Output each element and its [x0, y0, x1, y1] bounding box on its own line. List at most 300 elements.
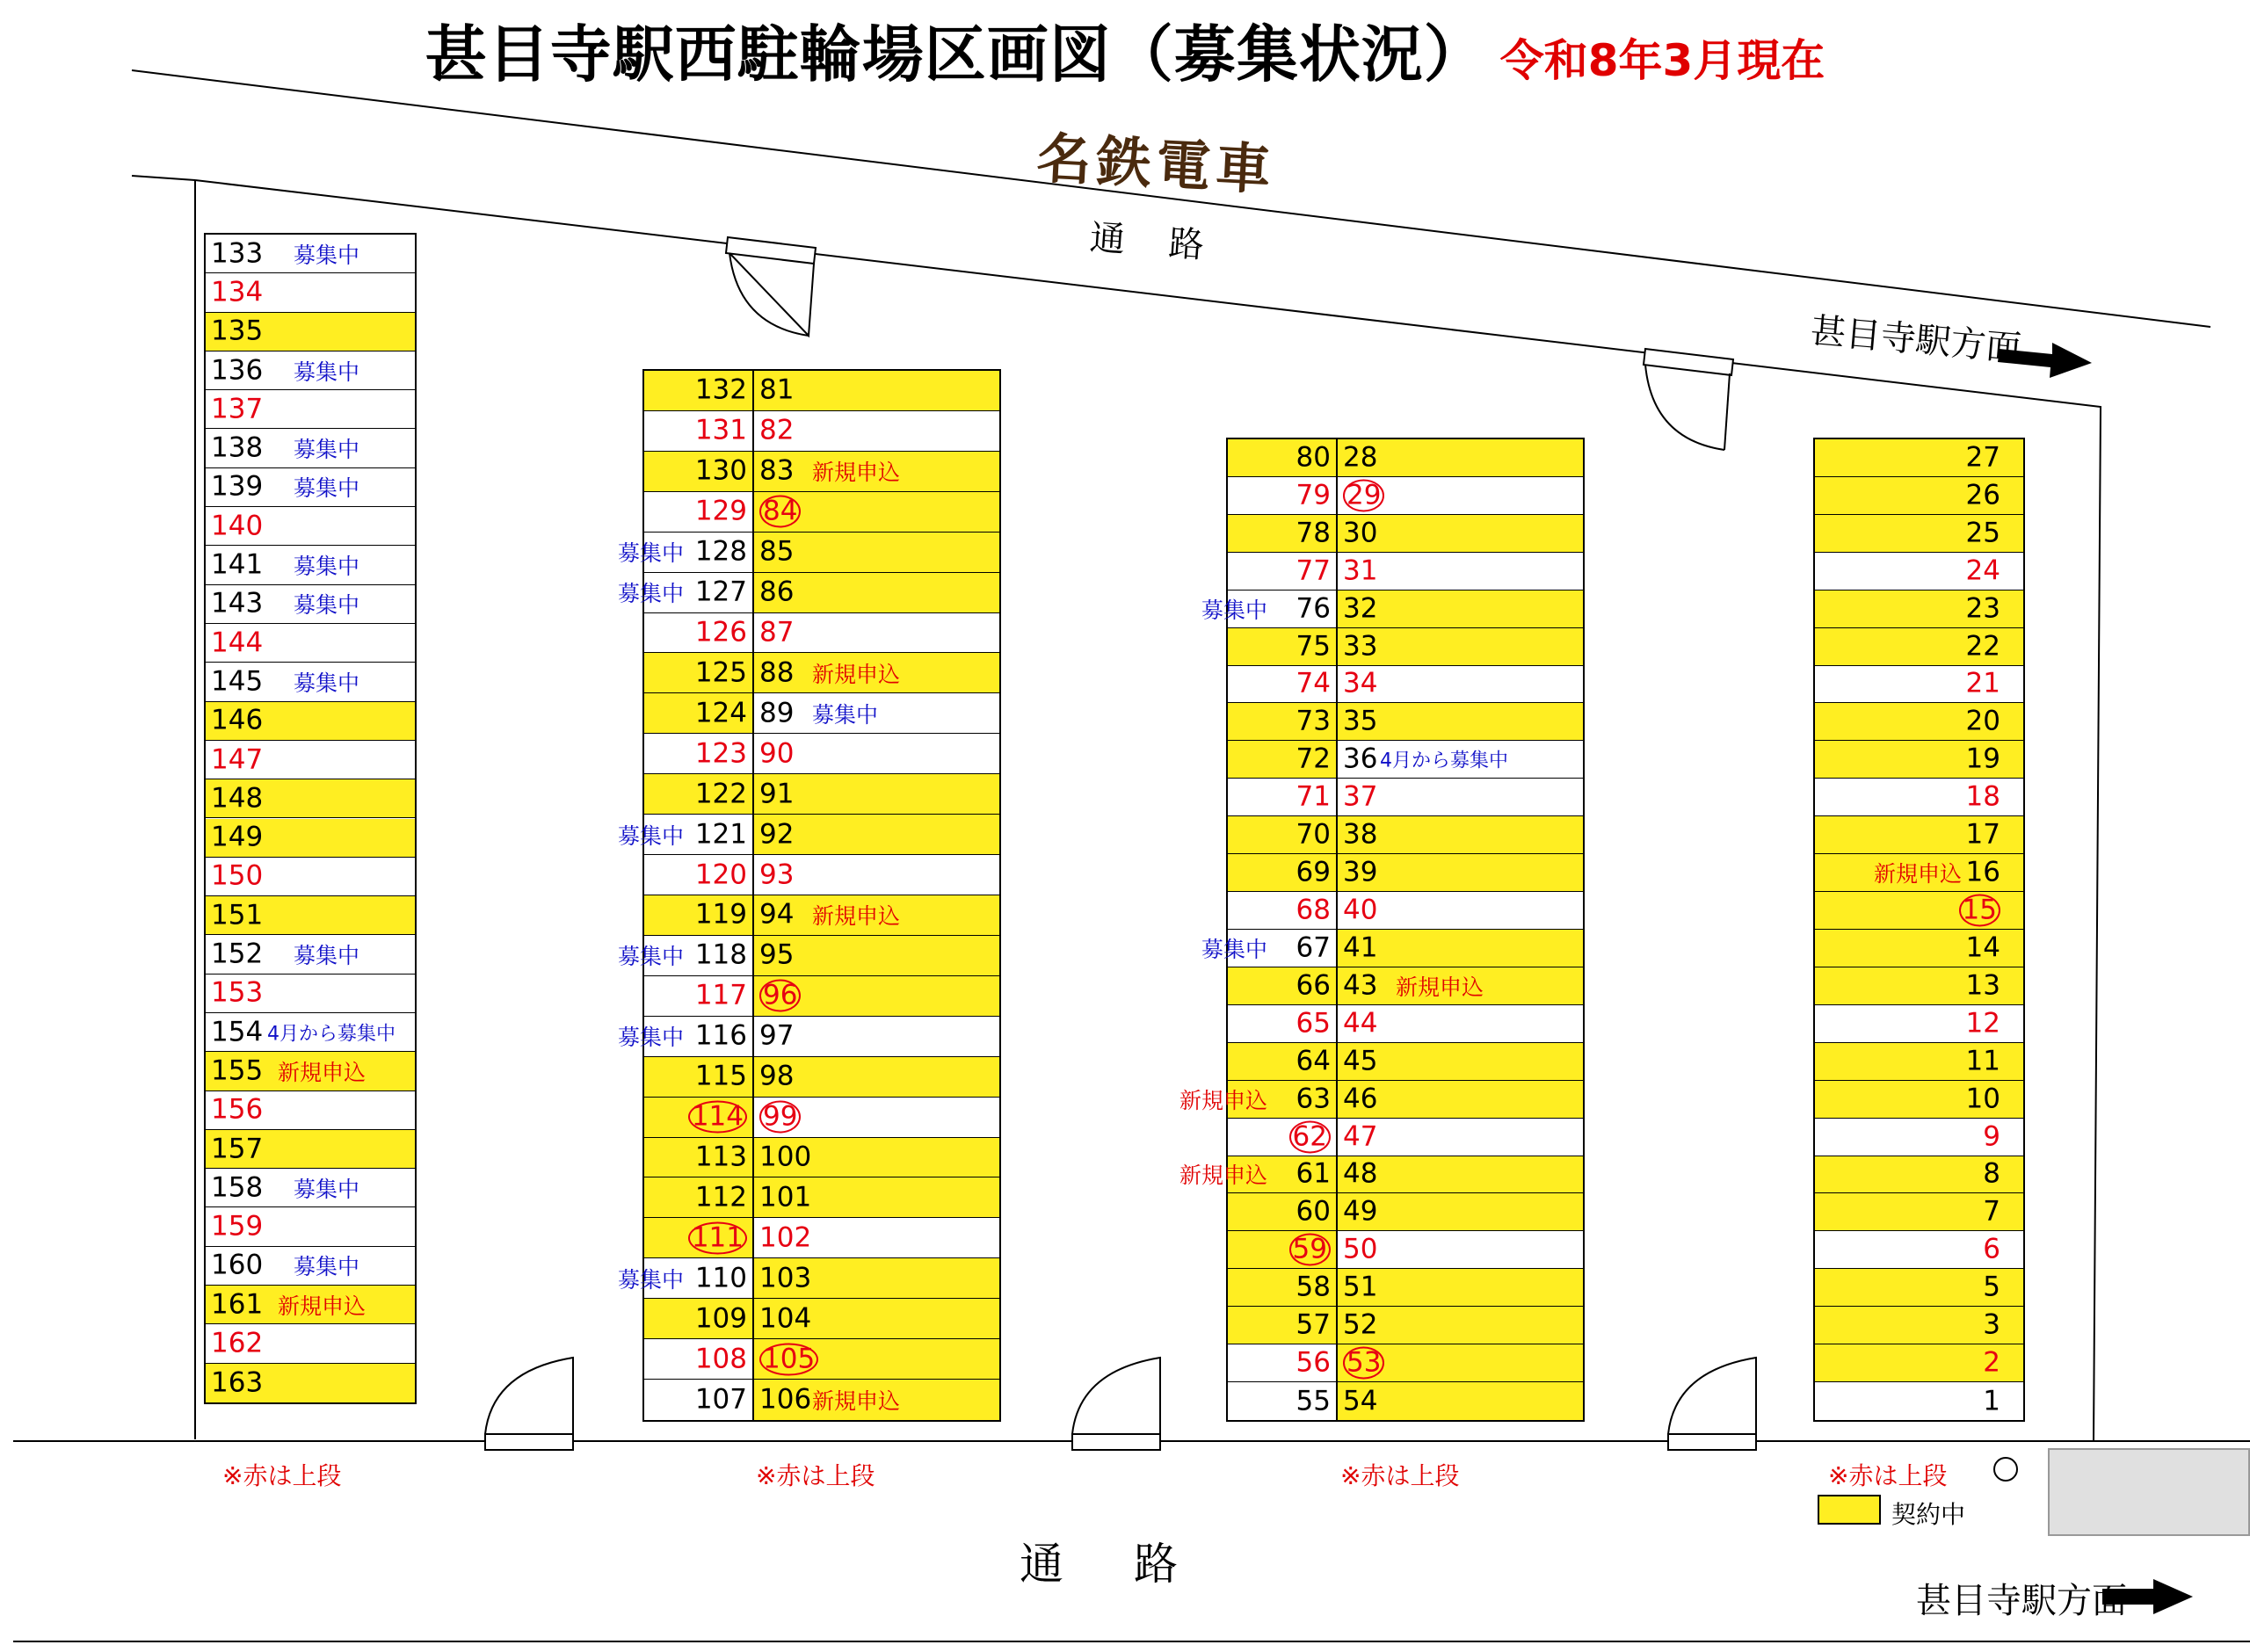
space-number: 95 [759, 938, 795, 971]
parking-space [1228, 553, 1336, 590]
space-number: 157 [211, 1133, 264, 1165]
space-number: 72 [1296, 743, 1331, 775]
parking-space [617, 815, 752, 854]
space-number: 105 [759, 1343, 818, 1375]
parking-row [617, 1017, 999, 1057]
parking-space [1228, 1231, 1336, 1268]
recruiting-note: 募集中 [294, 475, 360, 502]
recruiting-note: 募集中 [617, 540, 684, 567]
space-number: 82 [759, 414, 795, 446]
space-number: 96 [759, 980, 801, 1012]
parking-space [752, 1138, 999, 1177]
parking-space [644, 613, 752, 653]
new-application-note: 新規申込 [812, 661, 901, 687]
parking-space [1228, 515, 1336, 552]
parking-row [644, 1098, 999, 1138]
legend-contract-label: 契約中 [1891, 1500, 1966, 1529]
parking-space [1336, 1156, 1583, 1193]
column-divider [752, 371, 754, 1420]
space-number: 39 [1343, 856, 1378, 888]
space-number: 26 [1965, 479, 2000, 511]
space-number: 75 [1296, 630, 1331, 663]
parking-space [1201, 591, 1336, 627]
parking-space [1336, 1307, 1583, 1344]
space-number: 56 [1296, 1346, 1331, 1379]
recruiting-note: 募集中 [617, 944, 684, 970]
parking-space [206, 1169, 415, 1207]
parking-space [752, 492, 999, 532]
parking-space [206, 468, 415, 507]
parking-row [644, 693, 999, 734]
space-number: 38 [1343, 818, 1378, 851]
parking-space [1201, 930, 1336, 967]
parking-space [206, 1208, 415, 1247]
space-number: 80 [1296, 441, 1331, 474]
space-number: 161 [211, 1288, 264, 1321]
parking-space [1336, 1119, 1583, 1156]
space-number: 74 [1296, 667, 1331, 699]
parking-space [206, 819, 415, 858]
space-number: 40 [1343, 894, 1378, 926]
parking-space [1815, 1081, 2023, 1119]
page-title: 甚目寺駅西駐輪場区画図（募集状況） 令和8年3月現在 [425, 18, 1825, 91]
space-number: 3 [1983, 1308, 2000, 1341]
recruiting-note: 募集中 [294, 359, 360, 385]
parking-space [752, 1380, 999, 1420]
parking-row [1201, 930, 1583, 967]
parking-space [206, 1286, 415, 1324]
parking-space [752, 895, 999, 935]
space-number: 148 [211, 782, 264, 815]
parking-space [752, 1299, 999, 1338]
space-number: 60 [1296, 1195, 1331, 1228]
parking-space [206, 1052, 415, 1090]
parking-space [1336, 779, 1583, 815]
parking-space [644, 1380, 752, 1420]
parking-space [1815, 1269, 2023, 1307]
space-number: 17 [1965, 818, 2000, 851]
space-number: 13 [1965, 969, 2000, 1002]
parking-space [1228, 1382, 1336, 1420]
door-top-left [726, 237, 816, 336]
space-number: 77 [1296, 554, 1331, 587]
space-number: 122 [694, 778, 747, 810]
space-number: 18 [1965, 780, 2000, 813]
space-number: 76 [1296, 592, 1331, 625]
parking-space [617, 533, 752, 572]
road-bottom-label: 通路 [1020, 1539, 1248, 1590]
parking-space [644, 855, 752, 895]
parking-space [752, 1098, 999, 1137]
parking-space [1336, 666, 1583, 703]
space-number: 144 [211, 627, 264, 659]
parking-space [1815, 1156, 2023, 1194]
space-number: 143 [211, 587, 264, 620]
parking-space [1336, 1193, 1583, 1230]
parking-row [644, 895, 999, 936]
parking-row [644, 613, 999, 654]
parking-space [1228, 854, 1336, 891]
space-number: 97 [759, 1019, 795, 1052]
parking-space [752, 613, 999, 653]
space-number: 110 [694, 1262, 747, 1294]
parking-space [1815, 1307, 2023, 1344]
space-number: 9 [1983, 1120, 2000, 1153]
parking-space [752, 936, 999, 975]
legend-yellow-swatch [1818, 1495, 1881, 1525]
parking-row [1228, 1043, 1583, 1081]
parking-space [752, 1339, 999, 1379]
space-number: 131 [694, 414, 747, 446]
parking-space [206, 702, 415, 741]
space-number: 114 [688, 1101, 747, 1134]
space-number: 64 [1296, 1045, 1331, 1077]
parking-space [206, 390, 415, 429]
space-number: 68 [1296, 894, 1331, 926]
space-number: 34 [1343, 667, 1378, 699]
space-number: 59 [1289, 1234, 1331, 1266]
space-number: 152 [211, 938, 264, 970]
parking-space [644, 1057, 752, 1097]
parking-space [1336, 439, 1583, 476]
recruiting-note: 募集中 [294, 554, 360, 580]
company-label: 名鉄電車 [1034, 126, 1278, 203]
space-number: 79 [1296, 479, 1331, 511]
space-number: 37 [1343, 780, 1378, 813]
space-number: 61 [1296, 1157, 1331, 1190]
parking-row [644, 976, 999, 1017]
space-number: 5 [1983, 1271, 2000, 1303]
parking-space [206, 1013, 415, 1052]
upper-note-2: ※赤は上段 [756, 1461, 875, 1490]
new-application-note: 新規申込 [278, 1293, 367, 1319]
parking-space [644, 693, 752, 733]
space-number: 19 [1965, 743, 2000, 775]
parking-space [1336, 703, 1583, 740]
parking-space [644, 371, 752, 410]
space-number: 1 [1983, 1385, 2000, 1417]
parking-space [1228, 1119, 1336, 1156]
space-number: 93 [759, 859, 795, 891]
parking-space [1815, 1119, 2023, 1156]
parking-space [206, 1247, 415, 1286]
parking-block-4 [1813, 438, 2025, 1422]
parking-row [644, 1218, 999, 1258]
space-number: 123 [694, 737, 747, 770]
date-label: 令和8年3月現在 [1499, 35, 1825, 86]
space-number: 54 [1343, 1385, 1378, 1417]
parking-space [1336, 1344, 1583, 1381]
space-number: 162 [211, 1327, 264, 1359]
parking-row [644, 855, 999, 895]
parking-space [644, 1098, 752, 1137]
space-number: 94 [759, 898, 795, 931]
parking-row [1228, 1231, 1583, 1269]
space-number: 8 [1983, 1157, 2000, 1190]
parking-row [1228, 741, 1583, 779]
parking-space [1815, 779, 2023, 816]
parking-row [644, 1177, 999, 1218]
recruiting-note: 募集中 [617, 1025, 684, 1051]
parking-space [1228, 816, 1336, 853]
parking-space [1228, 628, 1336, 665]
space-number: 85 [759, 535, 795, 568]
space-number: 133 [211, 237, 264, 270]
space-number: 78 [1296, 517, 1331, 549]
space-number: 128 [694, 535, 747, 568]
parking-space [206, 585, 415, 624]
space-number: 11 [1965, 1045, 2000, 1077]
parking-space [1815, 553, 2023, 591]
recruiting-note: 4月から募集中 [1380, 750, 1508, 772]
parking-space [644, 1177, 752, 1217]
space-number: 51 [1343, 1271, 1378, 1303]
space-number: 120 [694, 859, 747, 891]
parking-space [752, 1017, 999, 1056]
space-number: 23 [1965, 592, 2000, 625]
parking-space [206, 935, 415, 974]
parking-space [752, 533, 999, 572]
space-number: 140 [211, 510, 264, 542]
space-number: 43 [1343, 969, 1378, 1002]
parking-space [1815, 1344, 2023, 1382]
parking-row [644, 492, 999, 533]
space-number: 66 [1296, 969, 1331, 1002]
parking-row [617, 815, 999, 855]
parking-space [1815, 591, 2023, 628]
parking-row [1228, 477, 1583, 515]
parking-space [1336, 1382, 1583, 1420]
space-number: 47 [1343, 1120, 1378, 1153]
parking-space [1228, 703, 1336, 740]
recruiting-note: 4月から募集中 [267, 1023, 396, 1046]
space-number: 118 [694, 938, 747, 971]
parking-space [206, 235, 415, 273]
parking-row [1201, 591, 1583, 628]
space-number: 88 [759, 656, 795, 689]
space-number: 151 [211, 899, 264, 931]
parking-space [1336, 1081, 1583, 1118]
parking-row [644, 1380, 999, 1420]
upper-note-1: ※赤は上段 [222, 1461, 342, 1490]
parking-space [1228, 1344, 1336, 1381]
parking-space [206, 273, 415, 312]
parking-space [617, 936, 752, 975]
parking-space [1336, 553, 1583, 590]
recruiting-note: 募集中 [812, 701, 879, 728]
space-number: 160 [211, 1249, 264, 1281]
parking-space [617, 1258, 752, 1298]
space-number: 156 [211, 1093, 264, 1126]
space-number: 99 [759, 1101, 801, 1134]
space-number: 98 [759, 1060, 795, 1092]
parking-row [1228, 1382, 1583, 1420]
new-application-note: 新規申込 [812, 903, 901, 930]
parking-space [1228, 1269, 1336, 1306]
parking-space [1336, 591, 1583, 627]
parking-space [1815, 439, 2023, 477]
parking-space [752, 653, 999, 692]
parking-row [1228, 1193, 1583, 1231]
parking-row [644, 734, 999, 774]
parking-space [206, 896, 415, 935]
parking-row [1228, 816, 1583, 854]
space-number: 101 [759, 1181, 812, 1214]
parking-space [752, 1177, 999, 1217]
parking-space [206, 741, 415, 779]
direction-top-label: 甚目寺駅方面 [1809, 310, 2023, 370]
parking-space [1336, 628, 1583, 665]
parking-space [206, 858, 415, 896]
parking-space [644, 1138, 752, 1177]
space-number: 117 [694, 979, 747, 1011]
parking-space [752, 815, 999, 854]
arrow-right-icon [1998, 343, 2193, 1614]
space-number: 127 [694, 576, 747, 608]
space-number: 69 [1296, 856, 1331, 888]
new-application-note: 新規申込 [812, 1388, 901, 1415]
parking-space [1228, 1193, 1336, 1230]
space-number: 147 [211, 743, 264, 776]
space-number: 119 [694, 898, 747, 931]
new-application-note: 新規申込 [1396, 974, 1484, 1000]
parking-row [1228, 779, 1583, 816]
parking-row [617, 573, 999, 613]
road-top-label: 通路 [1088, 217, 1250, 270]
parking-space [1336, 892, 1583, 929]
recruiting-note: 募集中 [1201, 936, 1267, 962]
space-number: 121 [694, 818, 747, 851]
parking-space [752, 1218, 999, 1257]
parking-space [1336, 477, 1583, 514]
space-number: 91 [759, 778, 795, 810]
space-number: 159 [211, 1210, 264, 1243]
space-number: 102 [759, 1221, 812, 1254]
space-number: 90 [759, 737, 795, 770]
parking-space [1336, 741, 1583, 778]
parking-space [1228, 779, 1336, 815]
parking-space [1815, 967, 2023, 1005]
parking-space [1336, 816, 1583, 853]
parking-row [644, 1138, 999, 1178]
recruiting-note: 募集中 [294, 943, 360, 969]
parking-space [1336, 515, 1583, 552]
parking-row [1228, 1269, 1583, 1307]
space-number: 57 [1296, 1308, 1331, 1341]
parking-row [1228, 854, 1583, 892]
parking-space [644, 895, 752, 935]
parking-space [1815, 1043, 2023, 1081]
parking-row [1228, 628, 1583, 666]
space-number: 67 [1296, 931, 1331, 964]
parking-row [644, 653, 999, 693]
parking-block-3 [1179, 438, 1585, 1422]
space-number: 84 [759, 496, 801, 528]
parking-space [644, 452, 752, 491]
parking-space [644, 1339, 752, 1379]
space-number: 50 [1343, 1233, 1378, 1265]
parking-block-2 [617, 369, 1001, 1422]
recruiting-note: 募集中 [294, 670, 360, 696]
space-number: 150 [211, 859, 264, 892]
space-number: 71 [1296, 780, 1331, 813]
parking-space [1228, 892, 1336, 929]
parking-space [1815, 1005, 2023, 1043]
parking-space [1336, 967, 1583, 1004]
parking-space [1815, 1231, 2023, 1269]
space-number: 73 [1296, 705, 1331, 737]
parking-space [644, 1299, 752, 1338]
parking-space [1228, 477, 1336, 514]
recruiting-note: 募集中 [1201, 597, 1267, 623]
parking-space [752, 774, 999, 814]
parking-space [1336, 1043, 1583, 1080]
parking-space [1336, 930, 1583, 967]
space-number: 30 [1343, 517, 1378, 549]
parking-space [1228, 1307, 1336, 1344]
legend-circle-icon [1993, 1457, 2018, 1482]
space-number: 106 [759, 1383, 812, 1416]
parking-space [1815, 854, 2023, 892]
space-number: 83 [759, 454, 795, 487]
space-number: 158 [211, 1171, 264, 1204]
parking-space [1815, 703, 2023, 741]
space-number: 129 [694, 495, 747, 527]
parking-space [1179, 1156, 1336, 1193]
space-number: 32 [1343, 592, 1378, 625]
space-number: 41 [1343, 931, 1378, 964]
parking-row [644, 371, 999, 411]
space-number: 14 [1965, 931, 2000, 964]
space-number: 48 [1343, 1157, 1378, 1190]
space-number: 58 [1296, 1271, 1331, 1303]
parking-space [752, 855, 999, 895]
parking-space [644, 1218, 752, 1257]
recruiting-note: 募集中 [617, 822, 684, 849]
space-number: 138 [211, 431, 264, 464]
space-number: 65 [1296, 1007, 1331, 1040]
parking-space [1815, 477, 2023, 515]
parking-row [617, 533, 999, 573]
parking-space [752, 1057, 999, 1097]
space-number: 92 [759, 818, 795, 851]
upper-note-3: ※赤は上段 [1340, 1461, 1460, 1490]
parking-space [1228, 741, 1336, 778]
space-number: 112 [694, 1181, 747, 1214]
column-divider [1336, 439, 1338, 1420]
new-application-note: 新規申込 [812, 460, 901, 486]
parking-space [1815, 1193, 2023, 1231]
parking-space [752, 693, 999, 733]
parking-space [1336, 1269, 1583, 1306]
space-number: 52 [1343, 1308, 1378, 1341]
space-number: 163 [211, 1366, 264, 1399]
parking-row [1228, 666, 1583, 704]
space-number: 124 [694, 697, 747, 729]
parking-space [644, 653, 752, 692]
parking-row [617, 936, 999, 976]
parking-space [752, 371, 999, 410]
parking-row [644, 1299, 999, 1339]
recruiting-note: 募集中 [294, 437, 360, 463]
recruiting-note: 募集中 [617, 1266, 684, 1293]
parking-row [617, 1258, 999, 1299]
space-number: 55 [1296, 1385, 1331, 1417]
parking-row [644, 452, 999, 492]
space-number: 25 [1965, 517, 2000, 549]
parking-space [644, 734, 752, 773]
space-number: 15 [1959, 895, 2000, 927]
